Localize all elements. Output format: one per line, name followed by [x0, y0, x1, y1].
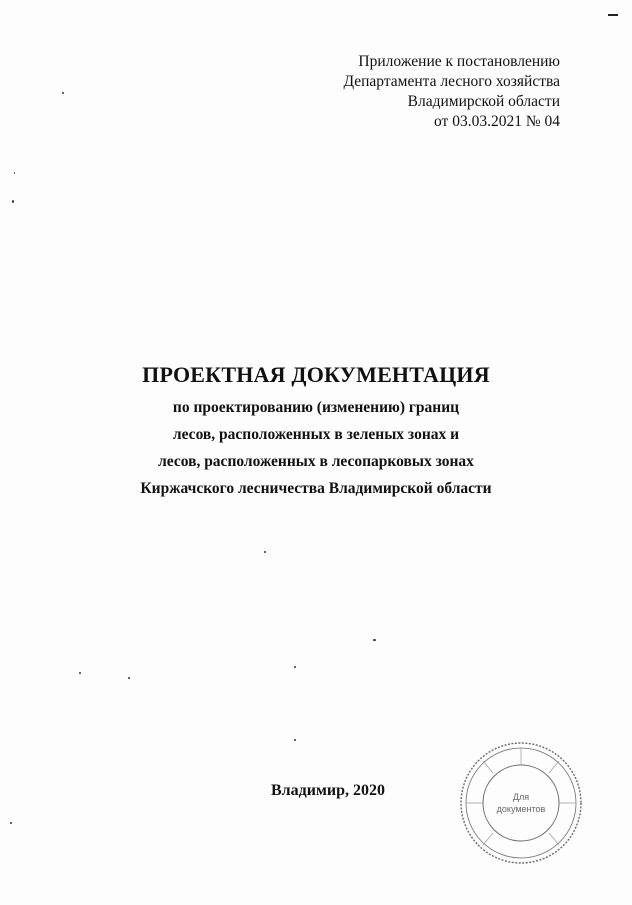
appendix-note [343, 52, 560, 132]
title-block [0, 360, 632, 502]
appendix-line-1: Приложение к постановлению [358, 53, 560, 70]
scan-speck [79, 672, 81, 674]
scan-speck [62, 92, 64, 94]
scan-speck [128, 677, 130, 679]
city-year: Владимир, 2020 [271, 782, 385, 799]
scan-speck [10, 822, 12, 824]
scan-speck [264, 551, 266, 553]
stamp-text-line-1: Для [512, 792, 530, 802]
scan-speck [294, 666, 296, 668]
subtitle-line-2: лесов, расположенных в зеленых зонах и [172, 426, 460, 443]
scan-mark [608, 14, 618, 16]
appendix-line-4: от 03.03.2021 № 04 [434, 113, 560, 130]
appendix-line-2: Департамента лесного хозяйства [343, 73, 560, 90]
subtitle-line-1: по проектированию (изменению) границ [172, 399, 460, 416]
subtitle-line-3: лесов, расположенных в лесопарковых зонах [158, 453, 474, 470]
document-title: ПРОЕКТНАЯ ДОКУМЕНТАЦИЯ [142, 362, 490, 387]
scan-speck [373, 639, 376, 641]
scan-speck [12, 200, 14, 203]
appendix-line-3: Владимирской области [407, 93, 560, 110]
scan-speck [294, 739, 296, 741]
subtitle-line-4: Киржачского лесничества Владимирской области [140, 480, 492, 497]
scan-speck [14, 172, 15, 174]
official-stamp [458, 740, 584, 866]
stamp-text-line-2: документов [496, 804, 546, 814]
